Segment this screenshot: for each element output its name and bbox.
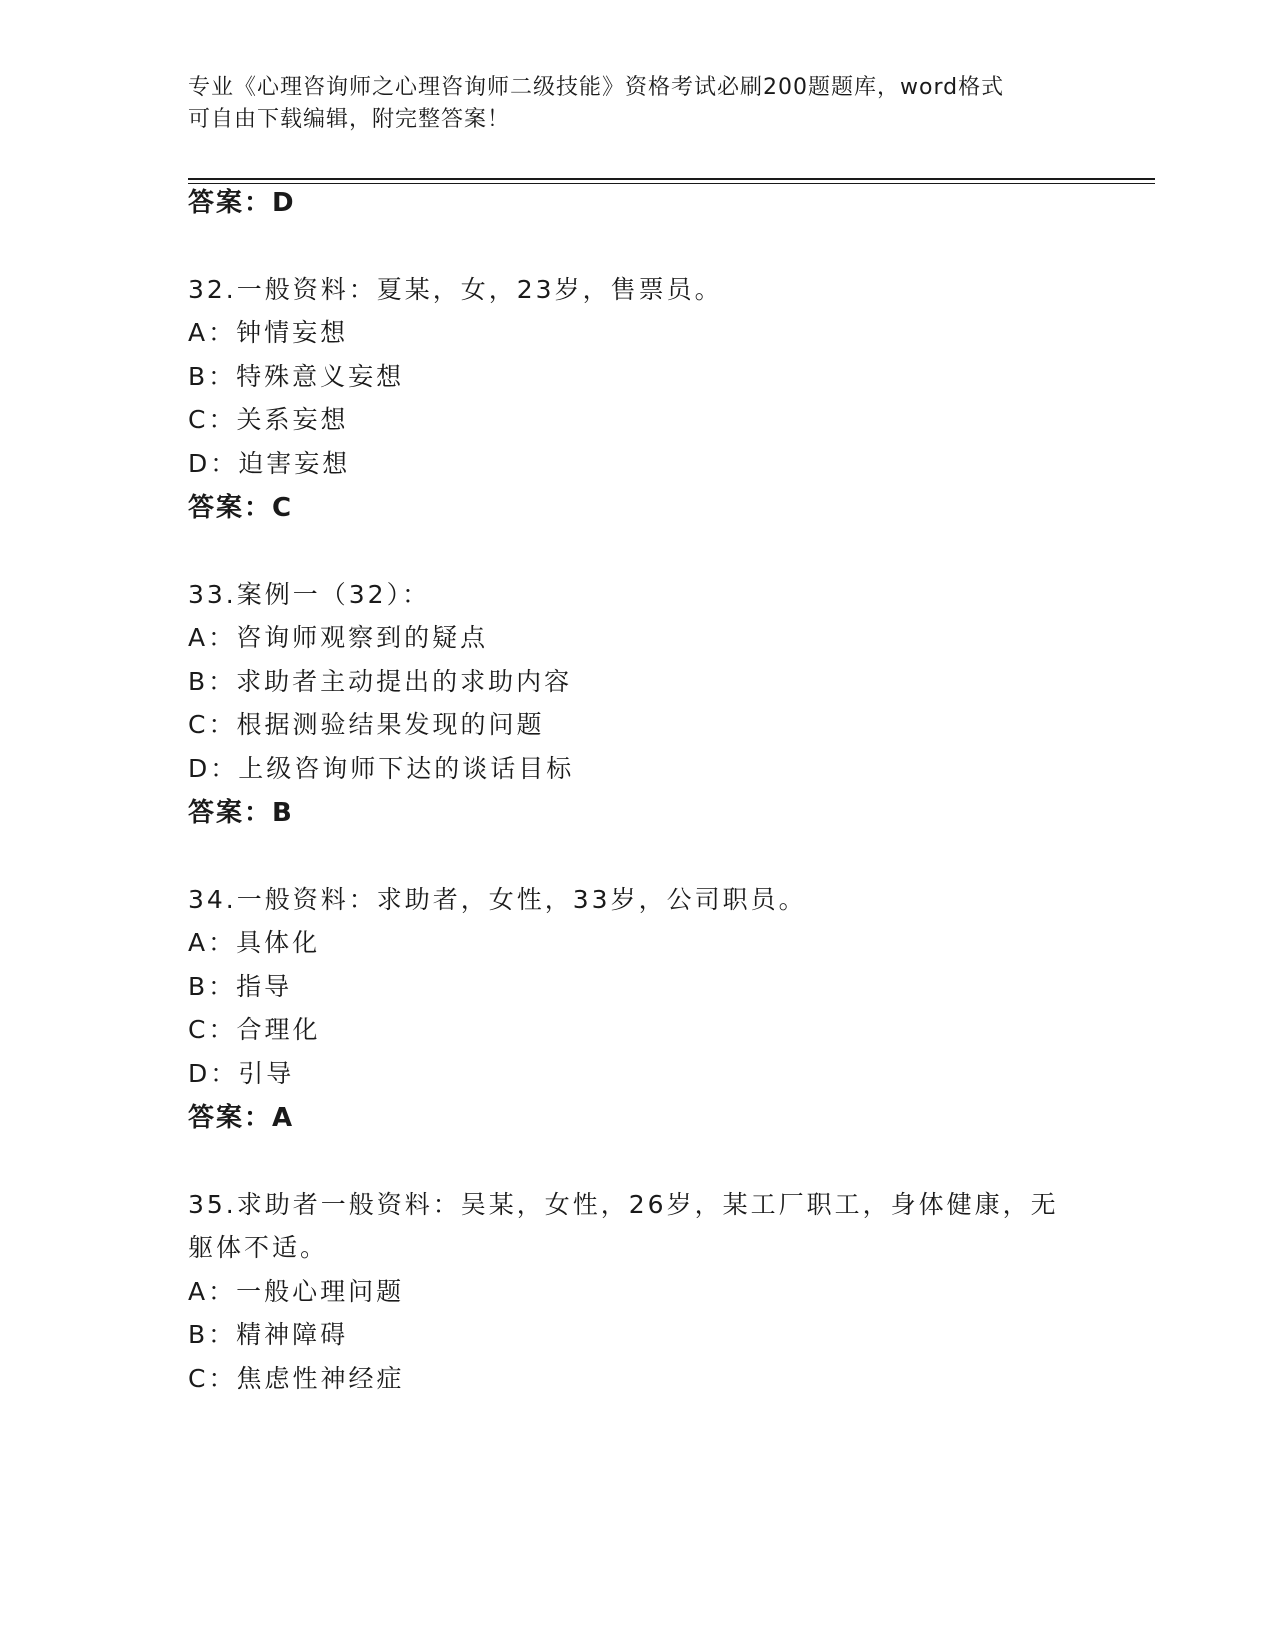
question-35-option-c: C：焦虑性神经症 [188, 1364, 405, 1393]
question-34-option-b: B：指导 [188, 972, 293, 1001]
header-line-2: 可自由下载编辑，附完整答案！ [188, 107, 511, 132]
previous-answer: 答案：D [188, 188, 296, 218]
question-35-stem-line-1: 35.求助者一般资料：吴某，女性，26岁，某工厂职工，身体健康，无 [188, 1190, 1059, 1219]
question-32-option-d: D：迫害妄想 [188, 449, 351, 478]
question-32-option-c: C：关系妄想 [188, 405, 349, 434]
question-34-stem: 34.一般资料：求助者，女性，33岁，公司职员。 [188, 885, 807, 914]
question-34-option-d: D：引导 [188, 1059, 295, 1088]
question-32-stem: 32.一般资料：夏某，女，23岁，售票员。 [188, 275, 723, 304]
question-35-option-b: B：精神障碍 [188, 1320, 349, 1349]
question-34-option-a: A：具体化 [188, 928, 321, 957]
question-32-answer: 答案：C [188, 493, 294, 523]
question-33-answer: 答案：B [188, 798, 294, 828]
header-line-1: 专业《心理咨询师之心理咨询师二级技能》资格考试必刷200题题库，word格式 [188, 75, 1005, 100]
question-33-option-c: C：根据测验结果发现的问题 [188, 710, 545, 739]
question-34-answer: 答案：A [188, 1103, 295, 1133]
question-33-option-d: D：上级咨询师下达的谈话目标 [188, 754, 575, 783]
question-34-option-c: C：合理化 [188, 1015, 321, 1044]
question-33-option-a: A：咨询师观察到的疑点 [188, 623, 489, 652]
document-header [188, 72, 1088, 136]
header-divider-thick [188, 178, 1155, 180]
question-32-option-a: A：钟情妄想 [188, 318, 349, 347]
question-35-stem-line-2: 躯体不适。 [188, 1233, 329, 1262]
question-33-stem: 33.案例一（32）： [188, 580, 431, 609]
question-32-option-b: B：特殊意义妄想 [188, 362, 405, 391]
question-35-option-a: A：一般心理问题 [188, 1277, 405, 1306]
header-divider-thin [188, 183, 1155, 184]
question-33-option-b: B：求助者主动提出的求助内容 [188, 667, 573, 696]
